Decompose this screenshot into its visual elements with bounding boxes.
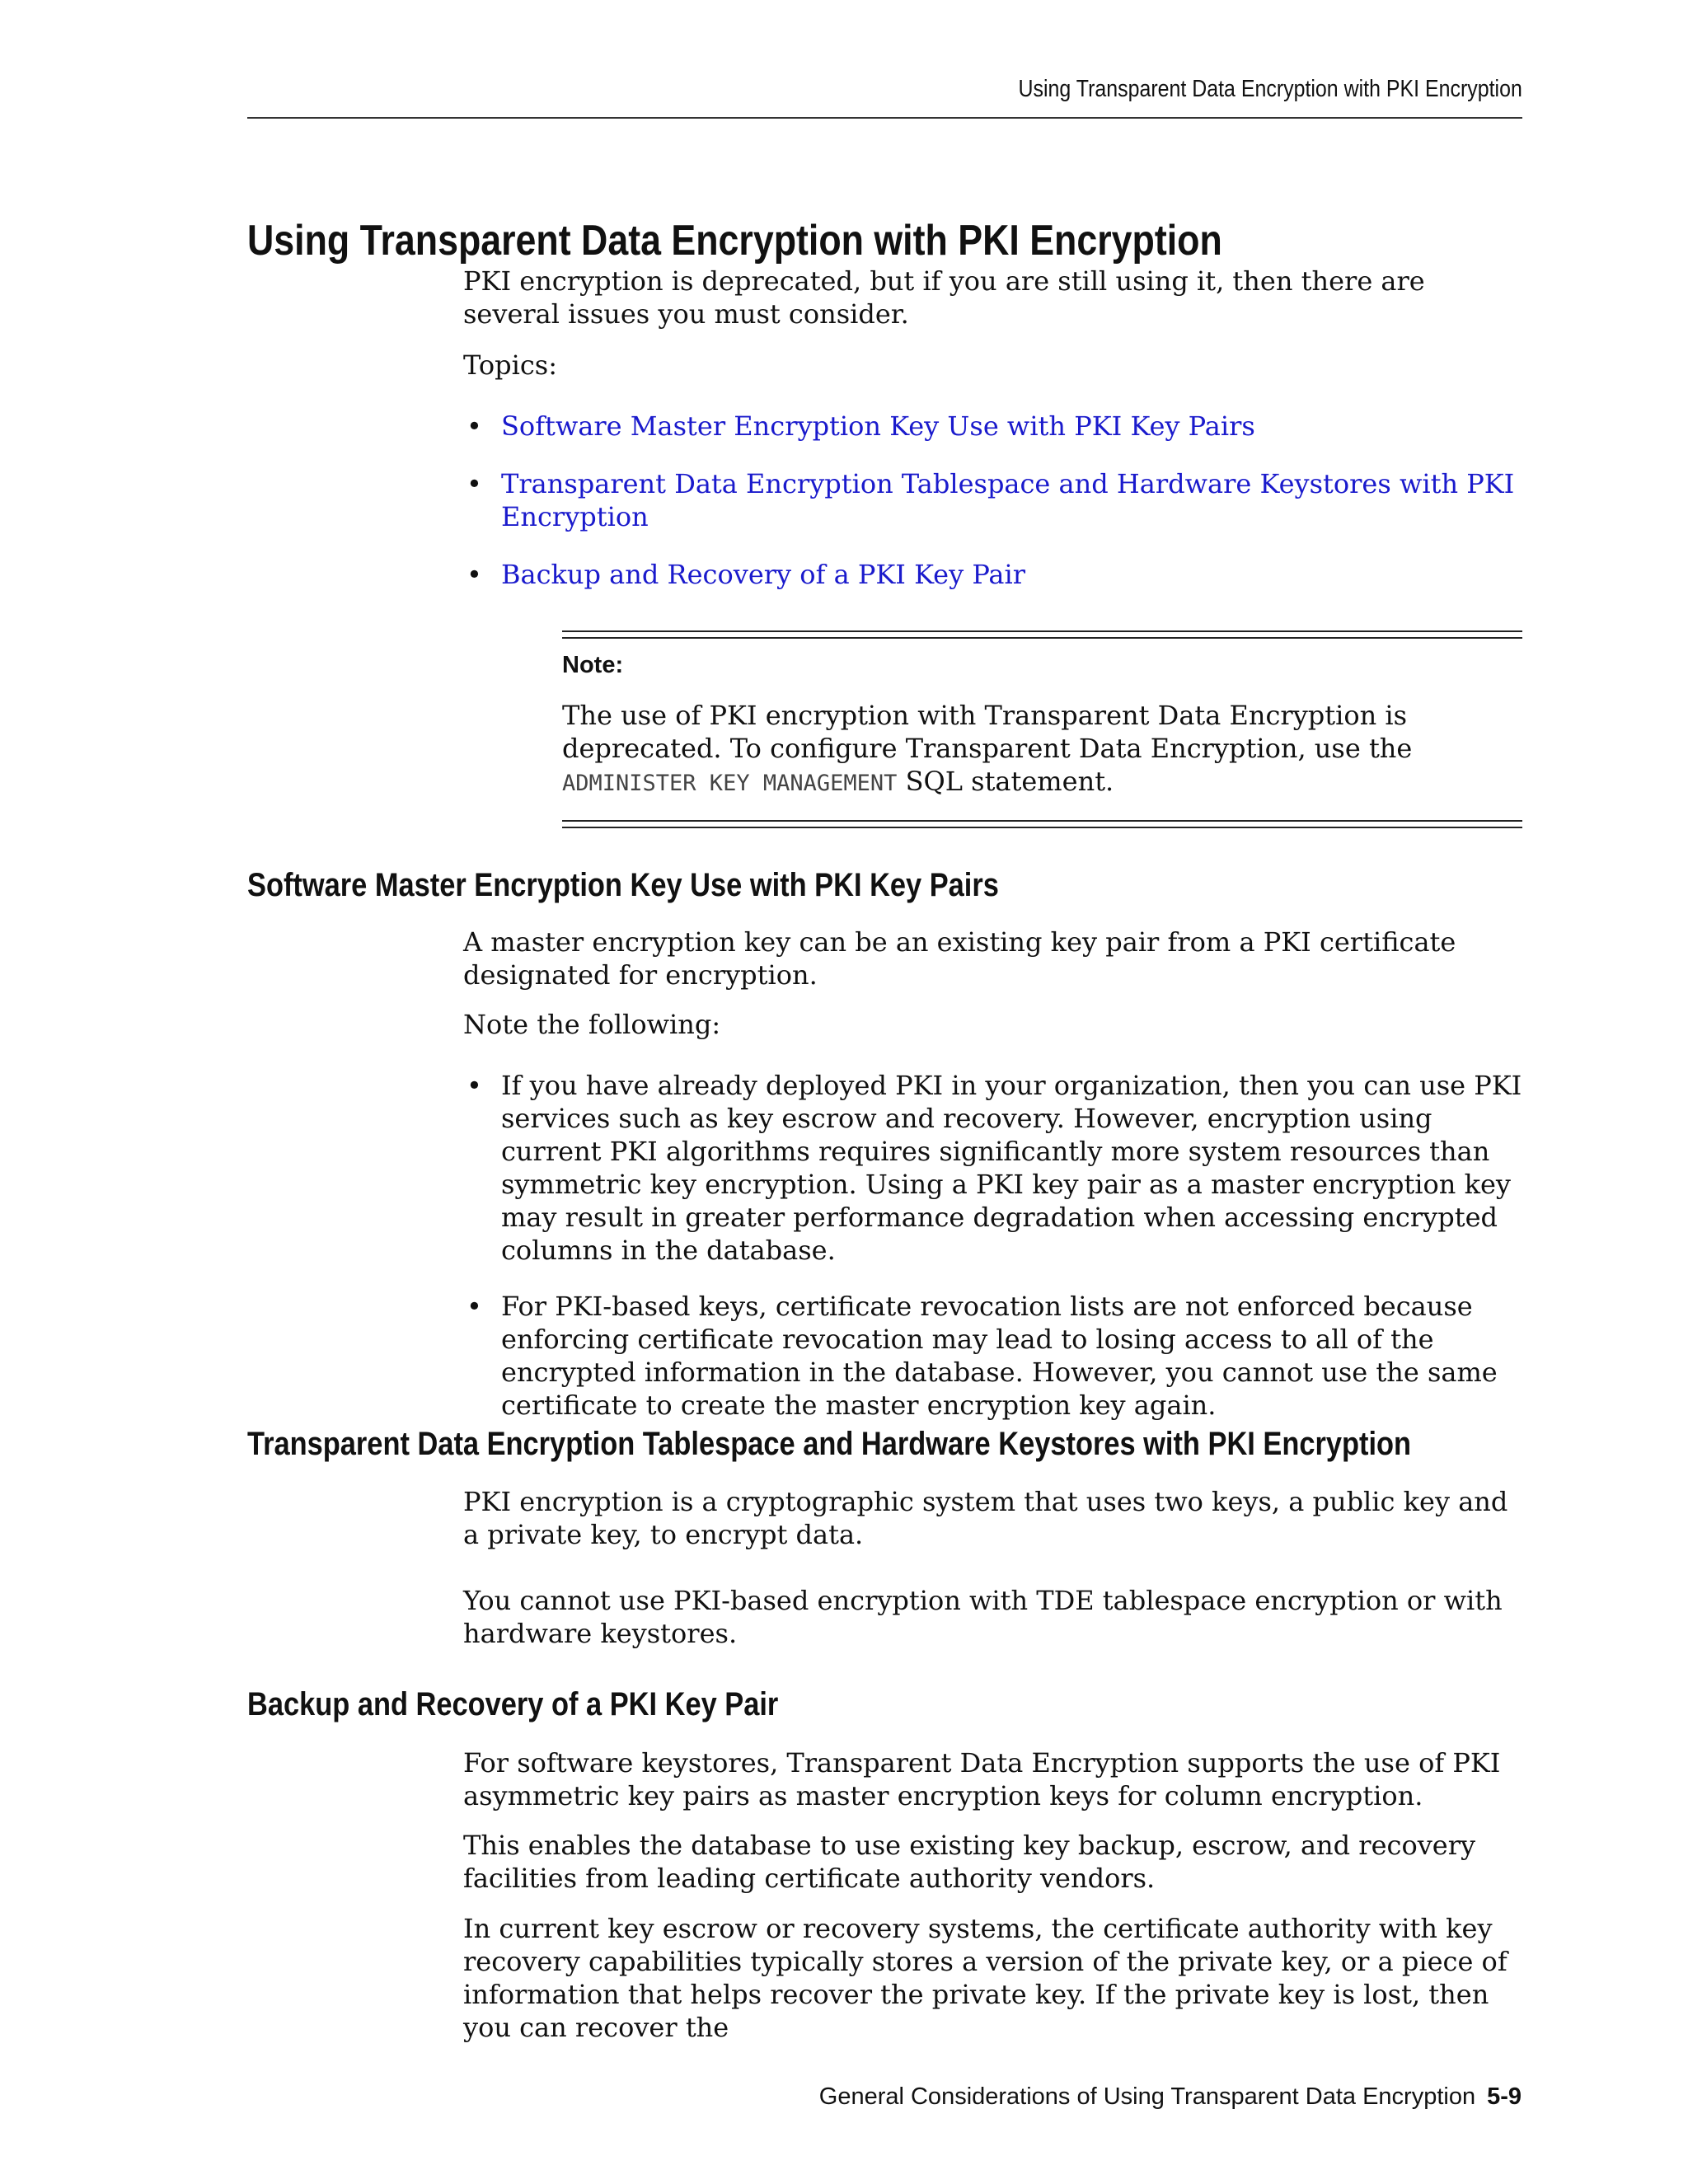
note-label: Note:: [562, 652, 624, 678]
bullet-icon: •: [467, 1070, 482, 1101]
list-item: [463, 1290, 1526, 1422]
section-heading-backup: Backup and Recovery of a PKI Key Pair: [247, 1686, 779, 1722]
tablespace-para-2: You cannot use PKI-based encryption with TDE tablespace encryption or with hardware keystores.: [463, 1585, 1503, 1649]
page-footer: [819, 2083, 1522, 2111]
intro-text: PKI encryption is deprecated, but if you are still using it, then there are several issues you must consider.: [463, 265, 1425, 330]
intro-paragraph: [463, 265, 1526, 330]
tablespace-para-1: PKI encryption is a cryptographic system that uses two keys, a public key and a private key, to encrypt data.: [463, 1486, 1508, 1550]
page-title: Using Transparent Data Encryption with PKI Encryption: [247, 217, 1222, 265]
software-para-2: Note the following:: [463, 1009, 721, 1040]
note-text: [562, 699, 1526, 800]
bullet-icon: •: [467, 410, 482, 442]
bullet-icon: •: [467, 559, 482, 590]
section-heading-tablespace: Transparent Data Encryption Tablespace and Hardware Keystores with PKI Encryption: [247, 1426, 1412, 1462]
list-item: [463, 410, 1526, 443]
topic-link-software-key[interactable]: Software Master Encryption Key Use with PKI Key Pairs: [501, 410, 1255, 442]
software-bullets: [463, 1069, 1526, 1422]
bullet-icon: •: [467, 468, 482, 499]
backup-para-2: This enables the database to use existing key backup, escrow, and recovery facilities from leading certificate authority vendors.: [463, 1830, 1476, 1894]
section-heading-software: Software Master Encryption Key Use with PKI Key Pairs: [247, 867, 999, 903]
running-header: Using Transparent Data Encryption with PKI Encryption: [1018, 76, 1522, 102]
note-text-after: SQL statement.: [897, 766, 1114, 797]
topics-list: [463, 410, 1526, 591]
page-number: 5-9: [1487, 2083, 1522, 2110]
backup-para-1: For software keystores, Transparent Data Encryption supports the use of PKI asymmetric key pairs as master encryption keys for column encryption.: [463, 1747, 1501, 1811]
software-para-1: A master encryption key can be an existing key pair from a PKI certificate designated for encryption.: [463, 926, 1456, 991]
note-box: [562, 630, 1522, 828]
list-item: [463, 558, 1526, 591]
topics-label: Topics:: [463, 349, 557, 381]
topic-link-backup-recovery[interactable]: Backup and Recovery of a PKI Key Pair: [501, 559, 1026, 590]
bullet-text: If you have already deployed PKI in your organization, then you can use PKI services such as key escrow and recovery. However, encryption using current PKI algorithms requires significantly more system resources than symmetric key encryption. Using a PKI key pair as a master encryption key may result in greater performance degradation when accessing encrypted columns in the database.: [501, 1070, 1522, 1266]
note-bottom-rule: [562, 820, 1522, 828]
header-rule: [247, 117, 1522, 119]
list-item: [463, 467, 1526, 533]
backup-para-3: In current key escrow or recovery systems, the certificate authority with key recovery capabilities typically stores a version of the private key, or a piece of information that helps recover the private key. If the private key is lost, then you can recover the: [463, 1913, 1507, 2043]
list-item: [463, 1069, 1526, 1267]
footer-chapter-title: General Considerations of Using Transparent Data Encryption: [818, 2083, 1476, 2110]
bullet-icon: •: [467, 1291, 482, 1322]
note-text-before: The use of PKI encryption with Transparent Data Encryption is deprecated. To configure Transparent Data Encryption, use the: [562, 700, 1413, 764]
topic-link-tablespace-hardware[interactable]: Transparent Data Encryption Tablespace and Hardware Keystores with PKI Encryption: [501, 468, 1515, 532]
bullet-text: For PKI-based keys, certificate revocation lists are not enforced because enforcing certificate revocation may lead to losing access to all of the encrypted information in the database. However, you cannot use the same certificate to create the master encryption key again.: [501, 1291, 1498, 1421]
note-top-rule: [562, 630, 1522, 639]
note-code: ADMINISTER KEY MANAGEMENT: [562, 771, 898, 796]
